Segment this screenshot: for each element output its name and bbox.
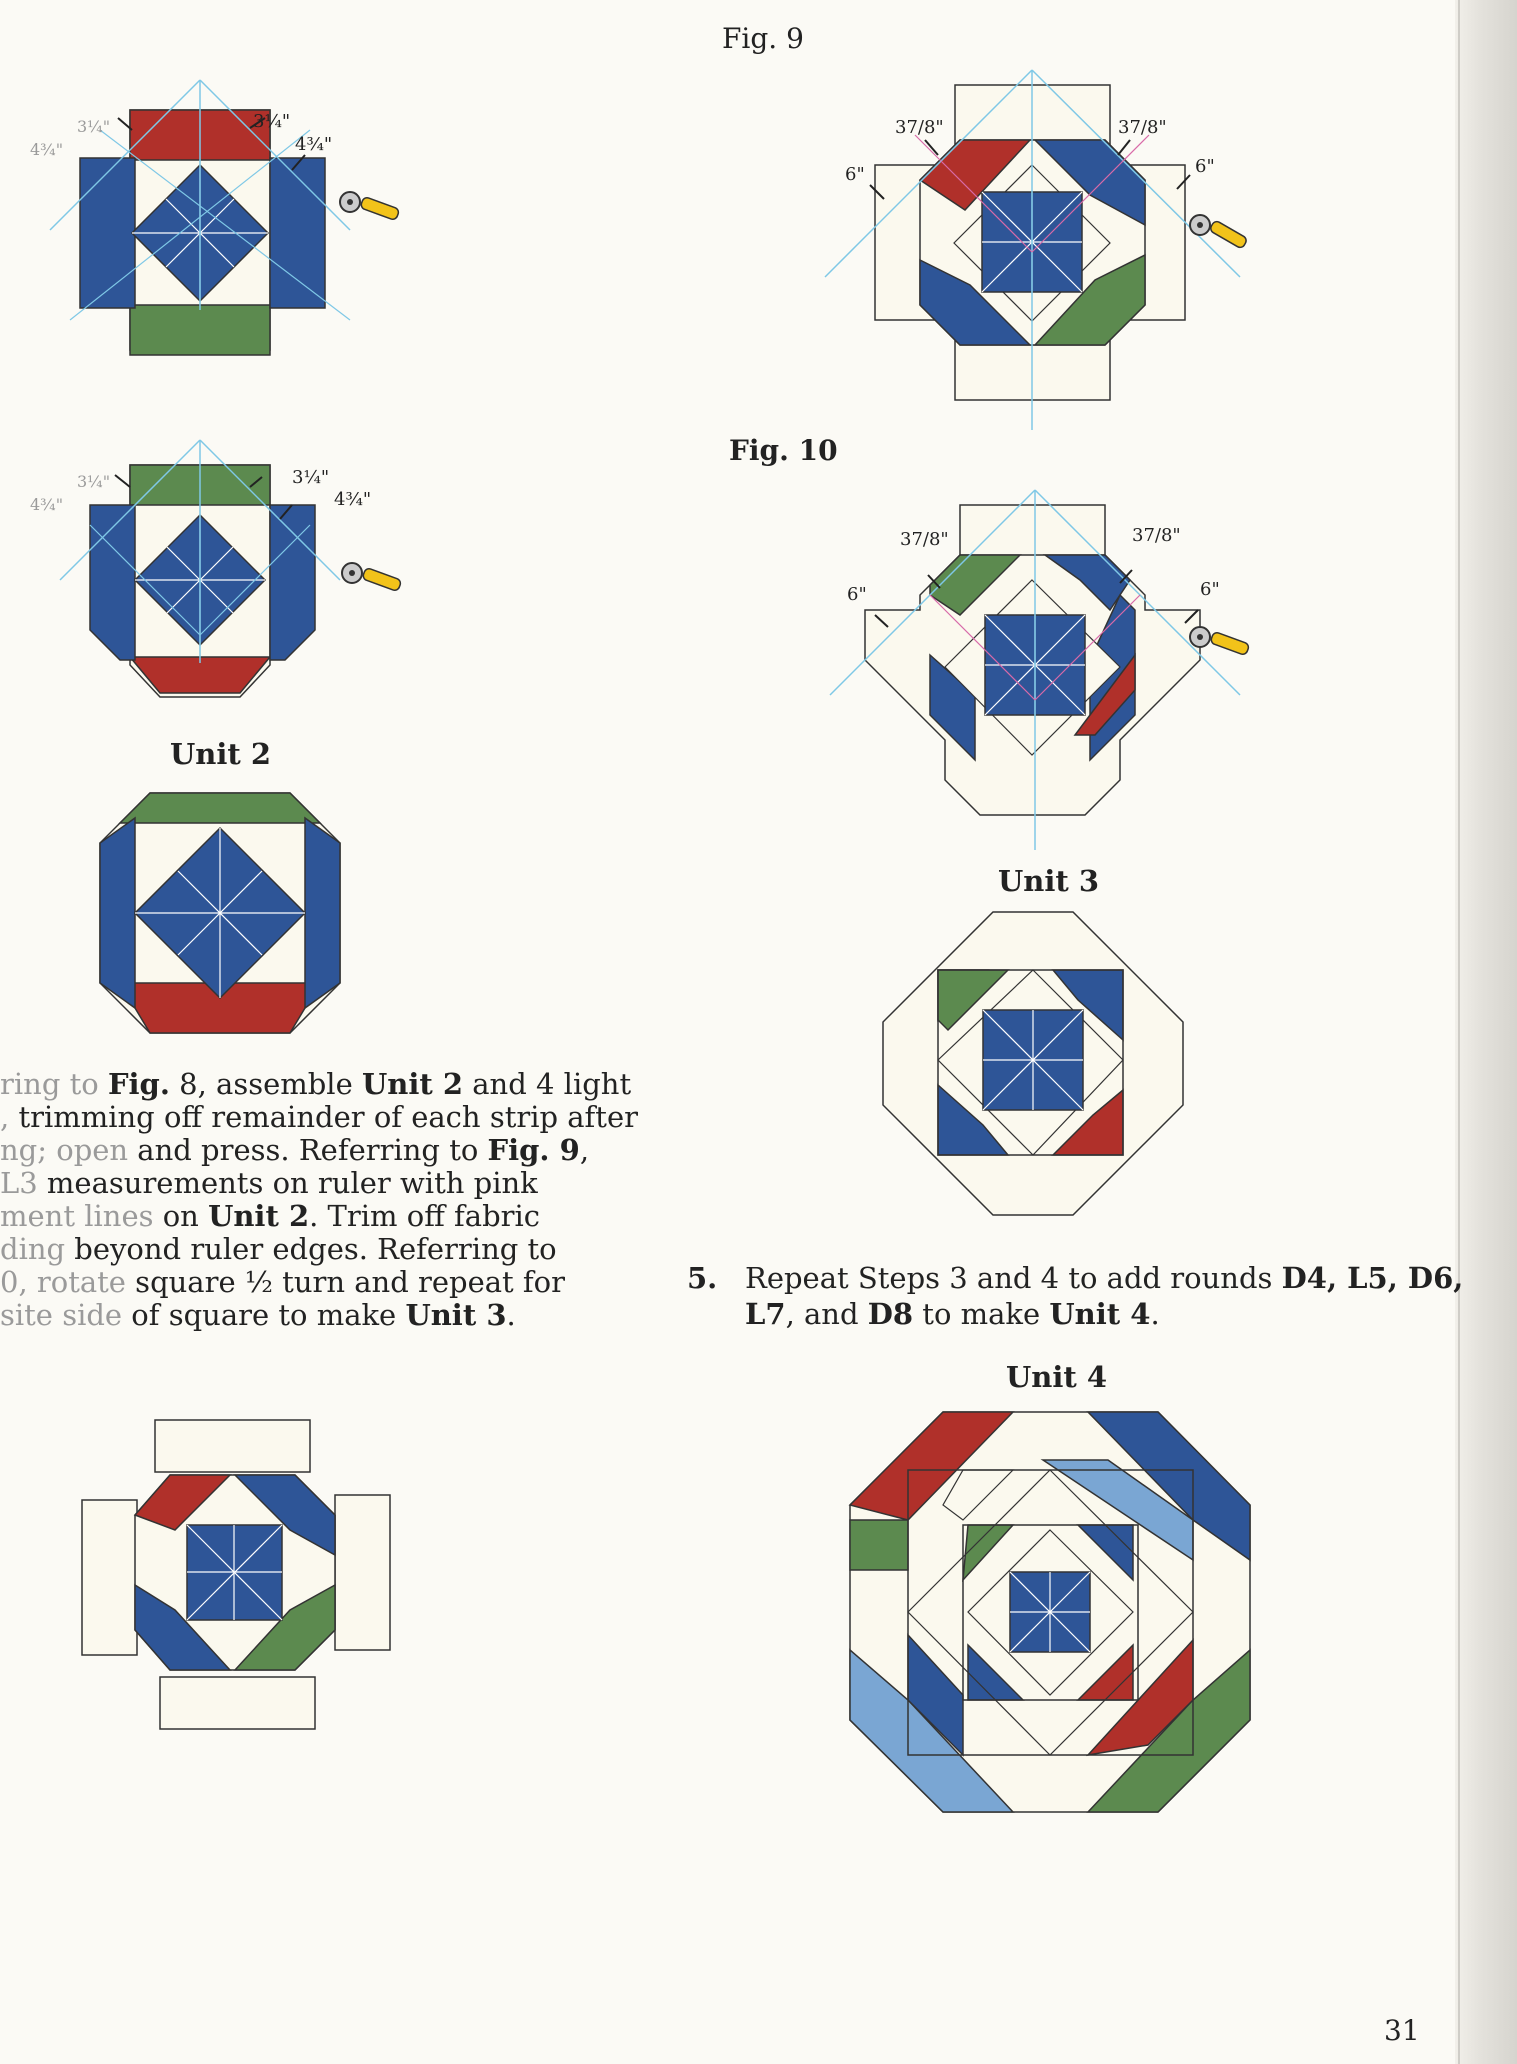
measure-3-7-8-left-f10: 37/8" [900,529,949,550]
measure-3-1-4: 3¼" [253,111,291,132]
fig10-diagram [820,485,1260,855]
measure-4-3-4-2: 4¾" [334,489,372,510]
page-number: 31 [1384,2014,1420,2047]
unit-4-diagram [848,1410,1253,1815]
measure-4-3-4-faded-2: 4¾" [30,495,64,514]
measure-4-3-4-faded: 4¾" [30,140,64,159]
measure-3-7-8-left: 37/8" [895,117,944,138]
fig-10-label: Fig. 10 [729,434,838,467]
measure-3-7-8-right-f10: 37/8" [1132,525,1181,546]
unit-2-diagram [95,788,345,1038]
step-4-paragraph: ring to Fig. 8, assemble Unit 2 and 4 light , trimming off remainder of each strip after ng; open and press. Referring to Fig. 9, L3 measurements on ruler with pink ment lines on Unit 2. Trim off fabric ding beyond ruler edges. Referring to 0, rotate square ½ turn and repeat for site side of square to make Unit 3. [0,1067,638,1332]
measure-3-1-4-2: 3¼" [292,467,330,488]
step-5-number: 5. [687,1261,718,1295]
unit-4-label: Unit 4 [1006,1360,1108,1394]
page-edge [1455,0,1517,2064]
measure-3-7-8-right: 37/8" [1118,117,1167,138]
unit-3-label: Unit 3 [998,864,1100,898]
fig8-diagram-top [30,70,430,370]
measure-6-right: 6" [1195,156,1215,177]
fig8-diagram-middle [30,435,430,725]
page-edge-line [1458,0,1460,2064]
fig9-assembly-diagram [80,1415,400,1735]
unit-2-label: Unit 2 [170,737,272,771]
measure-3-1-4-faded: 3¼" [77,117,111,136]
unit-3-diagram [878,910,1188,1220]
measure-6-left-f10: 6" [847,584,867,605]
measure-3-1-4-faded-2: 3¼" [77,472,111,491]
fig9-diagram [820,65,1260,435]
measure-6-right-f10: 6" [1200,579,1220,600]
fig-9-label: Fig. 9 [722,22,804,55]
measure-4-3-4: 4¾" [295,134,333,155]
measure-6-left: 6" [845,164,865,185]
